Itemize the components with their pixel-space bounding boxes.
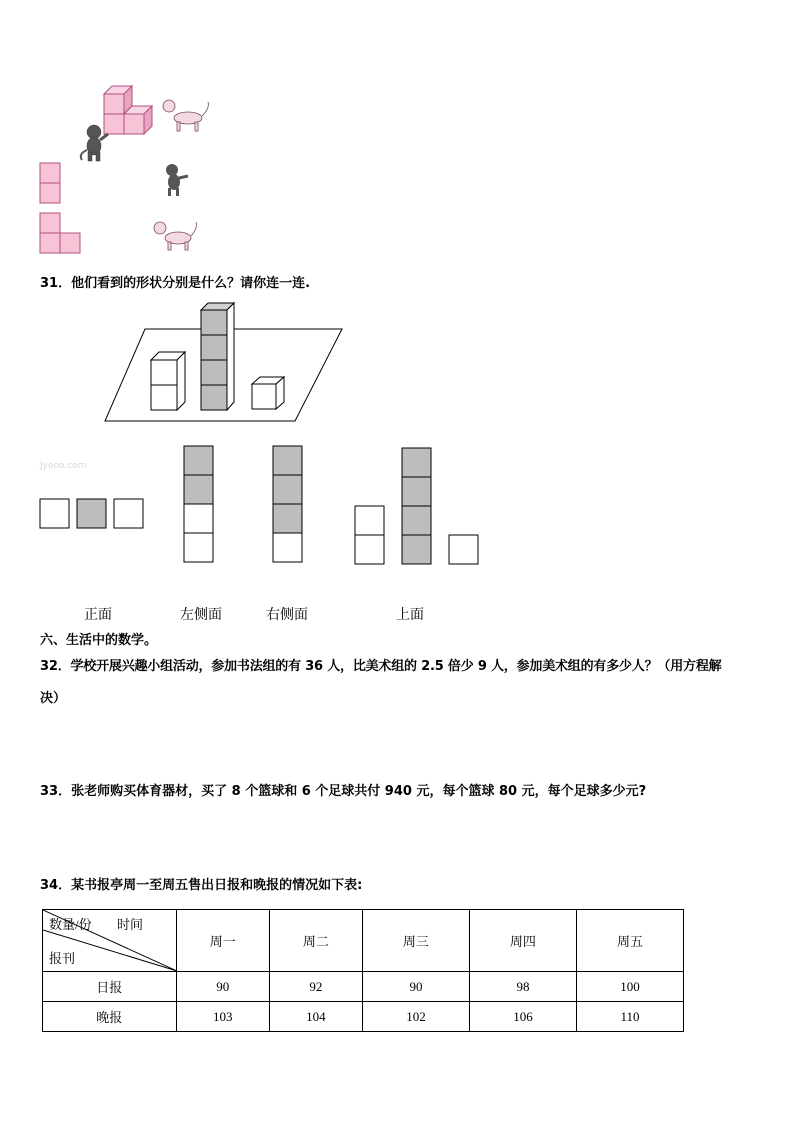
view-label-front: 正面 bbox=[84, 607, 112, 623]
table-corner-cell bbox=[43, 910, 177, 972]
table-cell: 98 bbox=[469, 972, 576, 1002]
view-label-right: 右侧面 bbox=[266, 607, 308, 623]
corner-time-label: 时间 bbox=[117, 917, 144, 932]
dog-icon bbox=[154, 222, 196, 250]
table-cell: 104 bbox=[269, 1002, 362, 1032]
row-label: 晚报 bbox=[43, 1002, 177, 1032]
table-cell: 92 bbox=[269, 972, 362, 1002]
dog-icon bbox=[163, 100, 208, 131]
cube-view-illustration bbox=[30, 80, 230, 260]
sales-table bbox=[42, 909, 684, 1032]
table-header-day: 周四 bbox=[469, 910, 576, 972]
table-cell: 102 bbox=[362, 1002, 469, 1032]
table-header-row bbox=[43, 910, 684, 972]
corner-quantity-label: 数量/份 bbox=[49, 917, 92, 932]
question-32-line-2: 决） bbox=[40, 691, 67, 706]
view-options bbox=[38, 444, 488, 569]
monkey-icon bbox=[166, 164, 188, 196]
table-header-day: 周二 bbox=[269, 910, 362, 972]
view-label-top: 上面 bbox=[396, 607, 424, 623]
table-header-day: 周三 bbox=[362, 910, 469, 972]
question-31-text: 31．他们看到的形状分别是什么？请你连一连. bbox=[40, 276, 311, 291]
question-31-scene bbox=[100, 298, 350, 428]
table-row bbox=[43, 1002, 684, 1032]
section-6-title: 六、生活中的数学。 bbox=[40, 633, 158, 648]
row-label: 日报 bbox=[43, 972, 177, 1002]
table-cell: 100 bbox=[576, 972, 683, 1002]
table-cell: 90 bbox=[362, 972, 469, 1002]
table-cell: 103 bbox=[176, 1002, 269, 1032]
table-row bbox=[43, 972, 684, 1002]
watermark: Jyeoo.com bbox=[40, 461, 87, 471]
question-33-text: 33．张老师购买体育器材，买了 8 个篮球和 6 个足球共付 940 元，每个篮球 80 元，每个足球多少元? bbox=[40, 784, 647, 799]
question-34-text: 34．某书报亭周一至周五售出日报和晚报的情况如下表: bbox=[40, 878, 363, 893]
table-cell: 90 bbox=[176, 972, 269, 1002]
table-header-day: 周一 bbox=[176, 910, 269, 972]
view-label-left: 左侧面 bbox=[180, 607, 222, 623]
table-cell: 110 bbox=[576, 1002, 683, 1032]
table-cell: 106 bbox=[469, 1002, 576, 1032]
question-32-line-1: 32．学校开展兴趣小组活动，参加书法组的有 36 人，比美术组的 2.5 倍少 9 人，参加美术组的有多少人？（用方程解 bbox=[40, 659, 722, 674]
table-header-day: 周五 bbox=[576, 910, 683, 972]
corner-paper-label: 报刊 bbox=[49, 951, 76, 966]
